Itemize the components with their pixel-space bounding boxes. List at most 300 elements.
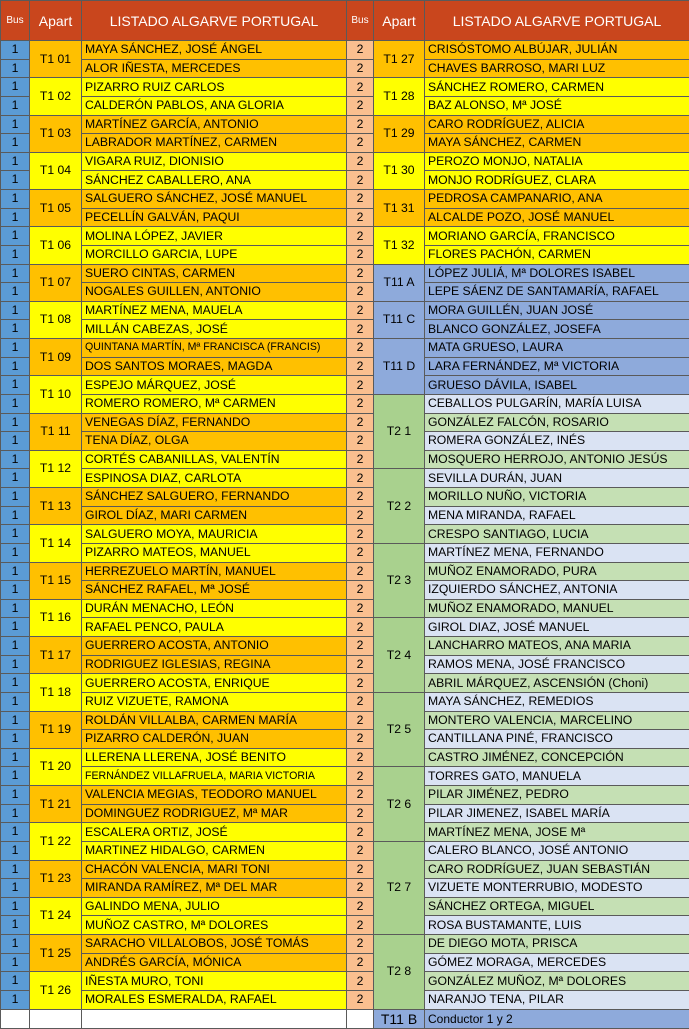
header-row (1, 1, 689, 41)
bus-number-right: 2 (347, 320, 374, 339)
guest-name-right: CALERO BLANCO, JOSÉ ANTONIO (425, 841, 689, 860)
guest-name: ANDRÉS GARCÍA, MÓNICA (82, 953, 347, 972)
table-row (1, 823, 689, 842)
apartment-code: T1 16 (30, 599, 82, 636)
bus-number-right: 2 (347, 450, 374, 469)
guest-name: FERNÁNDEZ VILLAFRUELA, MARIA VICTORIA (82, 767, 347, 786)
bus-number-right: 2 (347, 96, 374, 115)
bus-number-right: 2 (347, 990, 374, 1009)
bus-number-right: 2 (347, 599, 374, 618)
bus-number: 1 (1, 730, 30, 749)
bus-number-right: 2 (347, 469, 374, 488)
guest-name: DOMINGUEZ RODRIGUEZ, Mª MAR (82, 804, 347, 823)
guest-name: TENA DÍAZ, OLGA (82, 432, 347, 451)
guest-name-right: GONZÁLEZ MUÑOZ, Mª DOLORES (425, 972, 689, 991)
guest-name-right: MARTÍNEZ MENA, FERNANDO (425, 543, 689, 562)
bus-number: 1 (1, 618, 30, 637)
footer-empty-name (82, 1009, 347, 1028)
apartment-code-right: T2 6 (374, 767, 425, 842)
bus-number-right: 2 (347, 543, 374, 562)
bus-number: 1 (1, 581, 30, 600)
table-row (1, 618, 689, 637)
bus-number-right: 2 (347, 357, 374, 376)
bus-number: 1 (1, 357, 30, 376)
bus-number: 1 (1, 432, 30, 451)
table-row (1, 748, 689, 767)
guest-name: CHACÓN VALENCIA, MARI TONI (82, 860, 347, 879)
bus-number-right: 2 (347, 786, 374, 805)
bus-column-header-right: Bus (347, 1, 374, 41)
bus-number-right: 2 (347, 59, 374, 78)
guest-name: ESPEJO MÁRQUEZ, JOSÉ (82, 376, 347, 395)
guest-name: MARTÍNEZ GARCÍA, ANTONIO (82, 115, 347, 134)
bus-number: 1 (1, 804, 30, 823)
guest-name: SALGUERO MOYA, MAURICIA (82, 525, 347, 544)
apartment-code-right: T1 31 (374, 190, 425, 227)
guest-name-right: MATA GRUESO, LAURA (425, 339, 689, 358)
guest-name-right: CHAVES BARROSO, MARI LUZ (425, 59, 689, 78)
bus-number: 1 (1, 264, 30, 283)
bus-number: 1 (1, 208, 30, 227)
table-row (1, 711, 689, 730)
apartment-code: T1 22 (30, 823, 82, 860)
bus-number-right: 2 (347, 264, 374, 283)
bus-number: 1 (1, 655, 30, 674)
guest-name: SÁNCHEZ RAFAEL, Mª JOSÉ (82, 581, 347, 600)
guest-name-right: RAMOS MENA, JOSÉ FRANCISCO (425, 655, 689, 674)
bus-number-right: 2 (347, 692, 374, 711)
apartment-code: T1 18 (30, 674, 82, 711)
guest-name: ESCALERA ORTIZ, JOSÉ (82, 823, 347, 842)
table-row (1, 339, 689, 358)
guest-name: MIRANDA RAMÍREZ, Mª DEL MAR (82, 879, 347, 898)
bus-number: 1 (1, 96, 30, 115)
bus-number: 1 (1, 394, 30, 413)
bus-number: 1 (1, 674, 30, 693)
table-row (1, 134, 689, 153)
guest-name-right: MORILLO NUÑO, VICTORIA (425, 488, 689, 507)
bus-number-right: 2 (347, 655, 374, 674)
guest-name: SARACHO VILLALOBOS, JOSÉ TOMÁS (82, 935, 347, 954)
apartment-code: T1 04 (30, 152, 82, 189)
bus-number: 1 (1, 376, 30, 395)
guest-name: MARTÍNEZ MENA, MAUELA (82, 301, 347, 320)
guest-name-right: MONJO RODRÍGUEZ, CLARA (425, 171, 689, 190)
apartment-code: T1 19 (30, 711, 82, 748)
table-row (1, 115, 689, 134)
guest-name: SUERO CINTAS, CARMEN (82, 264, 347, 283)
table-row (1, 543, 689, 562)
guest-name: MOLINA LÓPEZ, JAVIER (82, 227, 347, 246)
bus-number-right: 2 (347, 245, 374, 264)
bus-number: 1 (1, 320, 30, 339)
guest-name: CALDERÓN PABLOS, ANA GLORIA (82, 96, 347, 115)
bus-number: 1 (1, 972, 30, 991)
table-row (1, 41, 689, 60)
bus-number-right: 2 (347, 767, 374, 786)
apartment-code-right: T2 2 (374, 469, 425, 544)
guest-name: PIZARRO CALDERÓN, JUAN (82, 730, 347, 749)
guest-name-right: NARANJO TENA, PILAR (425, 990, 689, 1009)
table-row (1, 786, 689, 805)
bus-number: 1 (1, 935, 30, 954)
bus-number: 1 (1, 171, 30, 190)
guest-name-right: LÓPEZ JULIÁ, Mª DOLORES ISABEL (425, 264, 689, 283)
list-title: LISTADO ALGARVE PORTUGAL (82, 1, 347, 41)
guest-name-right: CARO RODRÍGUEZ, JUAN SEBASTIÁN (425, 860, 689, 879)
table-row (1, 96, 689, 115)
bus-number: 1 (1, 59, 30, 78)
guest-name-right: BAZ ALONSO, Mª JOSÉ (425, 96, 689, 115)
apartment-code-right: T1 30 (374, 152, 425, 189)
guest-name-right: MAYA SÁNCHEZ, REMEDIOS (425, 692, 689, 711)
guest-name: SÁNCHEZ SALGUERO, FERNANDO (82, 488, 347, 507)
guest-name: SALGUERO SÁNCHEZ, JOSÉ MANUEL (82, 190, 347, 209)
guest-name-right: ALCALDE POZO, JOSÉ MANUEL (425, 208, 689, 227)
bus-number-right: 2 (347, 432, 374, 451)
bus-number-right: 2 (347, 78, 374, 97)
bus-number-right: 2 (347, 897, 374, 916)
apartment-code: T1 13 (30, 488, 82, 525)
guest-name: ROLDÁN VILLALBA, CARMEN MARÍA (82, 711, 347, 730)
guest-name-right: SÁNCHEZ ORTEGA, MIGUEL (425, 897, 689, 916)
guest-name: SÁNCHEZ CABALLERO, ANA (82, 171, 347, 190)
apartment-code-right: T11 D (374, 339, 425, 395)
bus-number-right: 2 (347, 823, 374, 842)
bus-number: 1 (1, 599, 30, 618)
bus-number-right: 2 (347, 506, 374, 525)
bus-number: 1 (1, 897, 30, 916)
bus-number: 1 (1, 860, 30, 879)
table-row (1, 730, 689, 749)
guest-name-right: MAYA SÁNCHEZ, CARMEN (425, 134, 689, 153)
table-row (1, 413, 689, 432)
bus-number: 1 (1, 245, 30, 264)
bus-number: 1 (1, 227, 30, 246)
bus-number: 1 (1, 488, 30, 507)
guest-name-right: BLANCO GONZÁLEZ, JOSEFA (425, 320, 689, 339)
apartment-code-right: T1 28 (374, 78, 425, 115)
table-row (1, 376, 689, 395)
table-row (1, 469, 689, 488)
table-row (1, 637, 689, 656)
bus-number: 1 (1, 767, 30, 786)
guest-name: CORTÉS CABANILLAS, VALENTÍN (82, 450, 347, 469)
bus-number-right: 2 (347, 394, 374, 413)
bus-number-right: 2 (347, 841, 374, 860)
apartment-code: T1 09 (30, 339, 82, 376)
guest-name-right: PEROZO MONJO, NATALIA (425, 152, 689, 171)
table-row (1, 283, 689, 302)
table-row (1, 953, 689, 972)
bus-number-right: 2 (347, 581, 374, 600)
bus-number-right: 2 (347, 730, 374, 749)
footer-note: Conductor 1 y 2 (425, 1009, 689, 1028)
bus-number: 1 (1, 748, 30, 767)
apartment-code: T1 25 (30, 935, 82, 972)
guest-name: DOS SANTOS MORAES, MAGDA (82, 357, 347, 376)
table-row (1, 152, 689, 171)
bus-number-right: 2 (347, 41, 374, 60)
apartment-code-right: T2 8 (374, 935, 425, 1010)
guest-name-right: MUÑOZ ENAMORADO, MANUEL (425, 599, 689, 618)
bus-number: 1 (1, 823, 30, 842)
guest-name: HERREZUELO MARTÍN, MANUEL (82, 562, 347, 581)
table-row (1, 190, 689, 209)
guest-name-right: CRESPO SANTIAGO, LUCIA (425, 525, 689, 544)
guest-name-right: MORIANO GARCÍA, FRANCISCO (425, 227, 689, 246)
bus-number: 1 (1, 543, 30, 562)
bus-number: 1 (1, 637, 30, 656)
guest-name-right: GRUESO DÁVILA, ISABEL (425, 376, 689, 395)
apartment-code: T1 15 (30, 562, 82, 599)
guest-name-right: SEVILLA DURÁN, JUAN (425, 469, 689, 488)
guest-name: RUIZ VIZUETE, RAMONA (82, 692, 347, 711)
table-row (1, 916, 689, 935)
bus-number: 1 (1, 283, 30, 302)
table-row (1, 357, 689, 376)
table-row (1, 990, 689, 1009)
guest-name-right: MORA GUILLÉN, JUAN JOSÉ (425, 301, 689, 320)
bus-number: 1 (1, 879, 30, 898)
apartment-code-right: T1 27 (374, 41, 425, 78)
guest-name-right: ROSA BUSTAMANTE, LUIS (425, 916, 689, 935)
bus-number: 1 (1, 841, 30, 860)
apartment-code: T1 06 (30, 227, 82, 264)
bus-number-right: 2 (347, 525, 374, 544)
guest-name-right: PILAR JIMENEZ, ISABEL MARÍA (425, 804, 689, 823)
bus-number-right: 2 (347, 637, 374, 656)
bus-number-right: 2 (347, 879, 374, 898)
guest-name: GIROL DÍAZ, MARI CARMEN (82, 506, 347, 525)
guest-name: ALOR IÑESTA, MERCEDES (82, 59, 347, 78)
guest-name-right: PEDROSA CAMPANARIO, ANA (425, 190, 689, 209)
bus-number: 1 (1, 786, 30, 805)
apartment-code: T1 03 (30, 115, 82, 152)
bus-number: 1 (1, 115, 30, 134)
guest-name: NOGALES GUILLEN, ANTONIO (82, 283, 347, 302)
guest-name: DURÁN MENACHO, LEÓN (82, 599, 347, 618)
apartment-code: T1 26 (30, 972, 82, 1009)
guest-name-right: VIZUETE MONTERRUBIO, MODESTO (425, 879, 689, 898)
bus-number-right: 2 (347, 953, 374, 972)
bus-number: 1 (1, 190, 30, 209)
apartment-code: T1 07 (30, 264, 82, 301)
bus-number: 1 (1, 450, 30, 469)
bus-number: 1 (1, 562, 30, 581)
guest-name: QUINTANA MARTÍN, Mª FRANCISCA (FRANCIS) (82, 339, 347, 358)
bus-number-right: 2 (347, 227, 374, 246)
table-row (1, 860, 689, 879)
guest-name: MAYA SÁNCHEZ, JOSÉ ÁNGEL (82, 41, 347, 60)
table-row (1, 972, 689, 991)
bus-number: 1 (1, 506, 30, 525)
bus-number-right: 2 (347, 376, 374, 395)
bus-number-right: 2 (347, 413, 374, 432)
bus-number: 1 (1, 990, 30, 1009)
bus-number: 1 (1, 916, 30, 935)
bus-number-right: 2 (347, 916, 374, 935)
apartment-code: T1 10 (30, 376, 82, 413)
footer-empty-bus (1, 1009, 30, 1028)
guest-name: VENEGAS DÍAZ, FERNANDO (82, 413, 347, 432)
bus-number-right: 2 (347, 804, 374, 823)
table-row (1, 879, 689, 898)
table-row (1, 804, 689, 823)
guest-name-right: TORRES GATO, MANUELA (425, 767, 689, 786)
apartment-code-right: T2 4 (374, 618, 425, 693)
table-row (1, 488, 689, 507)
bus-number-right: 2 (347, 860, 374, 879)
guest-name: LLERENA LLERENA, JOSÉ BENITO (82, 748, 347, 767)
guest-name: GALINDO MENA, JULIO (82, 897, 347, 916)
bus-number-right: 2 (347, 618, 374, 637)
guest-name-right: FLORES PACHÓN, CARMEN (425, 245, 689, 264)
guest-name-right: LARA FERNÁNDEZ, Mª VICTORIA (425, 357, 689, 376)
guest-name-right: CRISÓSTOMO ALBÚJAR, JULIÁN (425, 41, 689, 60)
table-row (1, 208, 689, 227)
bus-number-right: 2 (347, 488, 374, 507)
bus-number-right: 2 (347, 339, 374, 358)
guest-name: MILLÁN CABEZAS, JOSÉ (82, 320, 347, 339)
guest-name-right: IZQUIERDO SÁNCHEZ, ANTONIA (425, 581, 689, 600)
apartment-code: T1 01 (30, 41, 82, 78)
guest-name-right: MARTÍNEZ MENA, JOSE Mª (425, 823, 689, 842)
guest-name-right: GIROL DIAZ, JOSÉ MANUEL (425, 618, 689, 637)
guest-name-right: GÓMEZ MORAGA, MERCEDES (425, 953, 689, 972)
apart-column-header-right: Apart (374, 1, 425, 41)
guest-name: MORALES ESMERALDA, RAFAEL (82, 990, 347, 1009)
table-row (1, 245, 689, 264)
footer-apartment-code: T11 B (374, 1009, 425, 1028)
footer-empty-bus-right (347, 1009, 374, 1028)
guest-name-right: CASTRO JIMÉNEZ, CONCEPCIÓN (425, 748, 689, 767)
table-row (1, 841, 689, 860)
table-row (1, 78, 689, 97)
bus-number: 1 (1, 692, 30, 711)
bus-number-right: 2 (347, 562, 374, 581)
apartment-code: T1 24 (30, 897, 82, 934)
guest-name-right: MENA MIRANDA, RAFAEL (425, 506, 689, 525)
guest-name-right: DE DIEGO MOTA, PRISCA (425, 935, 689, 954)
table-row (1, 432, 689, 451)
guest-name-right: ROMERA GONZÁLEZ, INÉS (425, 432, 689, 451)
table-row (1, 320, 689, 339)
bus-number-right: 2 (347, 115, 374, 134)
apartment-code-right: T2 1 (374, 394, 425, 469)
guest-name-right: MONTERO VALENCIA, MARCELINO (425, 711, 689, 730)
guest-name: IÑESTA MURO, TONI (82, 972, 347, 991)
apartment-code: T1 23 (30, 860, 82, 897)
bus-number-right: 2 (347, 301, 374, 320)
guest-name: MUÑOZ CASTRO, Mª DOLORES (82, 916, 347, 935)
guest-name: RAFAEL PENCO, PAULA (82, 618, 347, 637)
table-row (1, 227, 689, 246)
table-row (1, 264, 689, 283)
guest-name-right: SÁNCHEZ ROMERO, CARMEN (425, 78, 689, 97)
guest-name-right: GONZÁLEZ FALCÓN, ROSARIO (425, 413, 689, 432)
apartment-code-right: T1 29 (374, 115, 425, 152)
guest-name: GUERRERO ACOSTA, ENRIQUE (82, 674, 347, 693)
apart-column-header: Apart (30, 1, 82, 41)
guest-name: RODRIGUEZ IGLESIAS, REGINA (82, 655, 347, 674)
guest-name-right: CANTILLANA PINÉ, FRANCISCO (425, 730, 689, 749)
apartment-code: T1 11 (30, 413, 82, 450)
bus-number-right: 2 (347, 283, 374, 302)
guest-name-right: LANCHARRO MATEOS, ANA MARIA (425, 637, 689, 656)
table-row (1, 692, 689, 711)
apartment-code: T1 08 (30, 301, 82, 338)
guest-name: LABRADOR MARTÍNEZ, CARMEN (82, 134, 347, 153)
guest-name: PIZARRO RUIZ CARLOS (82, 78, 347, 97)
table-row (1, 301, 689, 320)
bus-number-right: 2 (347, 674, 374, 693)
bus-number-right: 2 (347, 190, 374, 209)
table-row (1, 897, 689, 916)
bus-number: 1 (1, 953, 30, 972)
guest-name: ROMERO ROMERO, Mª CARMEN (82, 394, 347, 413)
bus-number: 1 (1, 78, 30, 97)
bus-number-right: 2 (347, 935, 374, 954)
bus-number-right: 2 (347, 748, 374, 767)
guest-name: ESPINOSA DIAZ, CARLOTA (82, 469, 347, 488)
bus-number: 1 (1, 301, 30, 320)
bus-number-right: 2 (347, 711, 374, 730)
apartment-code: T1 17 (30, 637, 82, 674)
guest-name-right: ABRIL MÁRQUEZ, ASCENSIÓN (Choni) (425, 674, 689, 693)
apartment-code: T1 12 (30, 450, 82, 487)
table-row (1, 59, 689, 78)
bus-number-right: 2 (347, 152, 374, 171)
apartment-code-right: T11 A (374, 264, 425, 301)
bus-number: 1 (1, 469, 30, 488)
guest-name-right: CEBALLOS PULGARÍN, MARÍA LUISA (425, 394, 689, 413)
table-row (1, 562, 689, 581)
table-row (1, 171, 689, 190)
table-row (1, 935, 689, 954)
guest-name: PECELLÍN GALVÁN, PAQUI (82, 208, 347, 227)
bus-number: 1 (1, 41, 30, 60)
table-body (1, 41, 689, 1010)
bus-number-right: 2 (347, 134, 374, 153)
apartment-code-right: T11 C (374, 301, 425, 338)
table-row (1, 674, 689, 693)
bus-number: 1 (1, 152, 30, 171)
apartment-code: T1 14 (30, 525, 82, 562)
guest-name-right: CARO RODRÍGUEZ, ALICIA (425, 115, 689, 134)
guest-name: GUERRERO ACOSTA, ANTONIO (82, 637, 347, 656)
apartment-code: T1 21 (30, 786, 82, 823)
bus-column-header: Bus (1, 1, 30, 41)
apartment-code: T1 05 (30, 190, 82, 227)
guest-name: MARTINEZ HIDALGO, CARMEN (82, 841, 347, 860)
apartment-code: T1 02 (30, 78, 82, 115)
list-title-right: LISTADO ALGARVE PORTUGAL (425, 1, 689, 41)
table-row (1, 599, 689, 618)
bus-number-right: 2 (347, 208, 374, 227)
bus-number: 1 (1, 525, 30, 544)
table-row (1, 655, 689, 674)
guest-name-right: LEPE SÁENZ DE SANTAMARÍA, RAFAEL (425, 283, 689, 302)
apartment-code: T1 20 (30, 748, 82, 785)
bus-number: 1 (1, 134, 30, 153)
footer-row (1, 1009, 689, 1028)
guest-name-right: MOSQUERO HERROJO, ANTONIO JESÚS (425, 450, 689, 469)
table-row (1, 767, 689, 786)
guest-name-right: MUÑOZ ENAMORADO, PURA (425, 562, 689, 581)
guest-name-right: PILAR JIMÉNEZ, PEDRO (425, 786, 689, 805)
bus-number: 1 (1, 339, 30, 358)
